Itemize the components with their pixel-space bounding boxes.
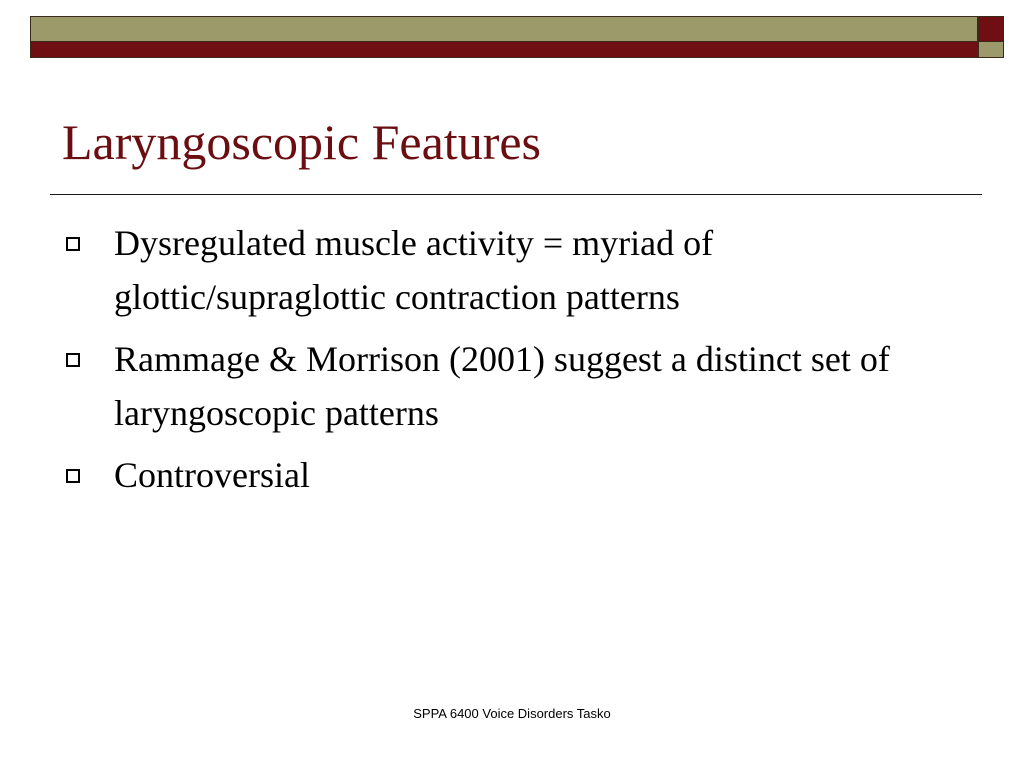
hollow-square-bullet-icon — [66, 237, 80, 251]
slide-footer: SPPA 6400 Voice Disorders Tasko — [413, 706, 611, 721]
bullet-item — [62, 216, 962, 324]
bullet-text: Rammage & Morrison (2001) suggest a distinct set of laryngoscopic patterns — [114, 339, 890, 433]
header-maroon-square — [978, 16, 1004, 42]
title-divider — [50, 194, 982, 195]
header-olive-stripe — [30, 16, 978, 42]
header-olive-square — [978, 42, 1004, 58]
hollow-square-bullet-icon — [66, 353, 80, 367]
header-decoration-bar — [30, 16, 1004, 58]
slide-title: Laryngoscopic Features — [62, 114, 542, 170]
bullet-item — [62, 332, 962, 440]
bullet-item — [62, 448, 962, 502]
bullet-list — [62, 216, 962, 510]
header-maroon-stripe — [30, 42, 978, 58]
bullet-text: Controversial — [114, 455, 310, 495]
hollow-square-bullet-icon — [66, 469, 80, 483]
bullet-text: Dysregulated muscle activity = myriad of glottic/supraglottic contraction patterns — [114, 223, 714, 317]
